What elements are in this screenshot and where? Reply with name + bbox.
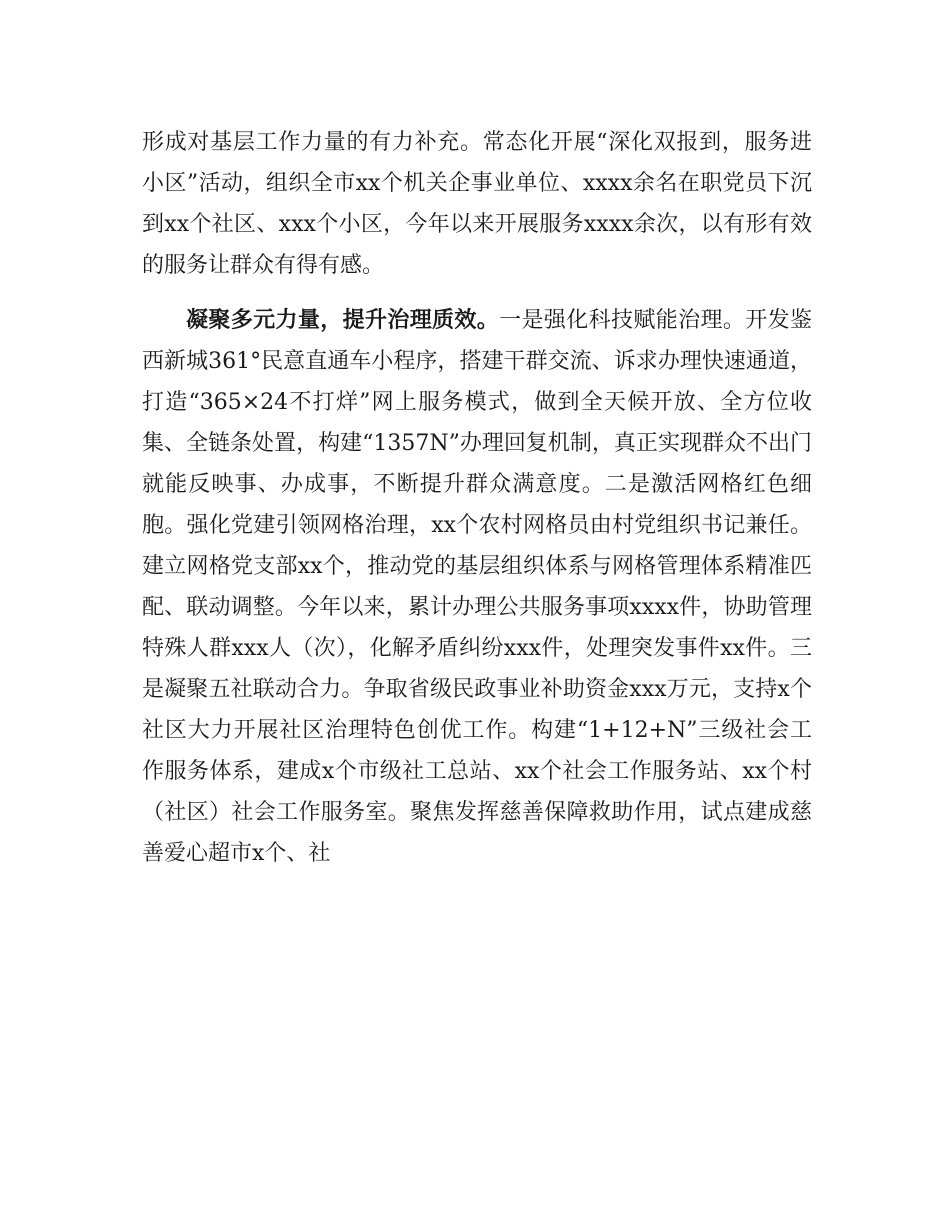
paragraph-governance xyxy=(142,300,812,874)
paragraph-heading: 凝聚多元力量，提升治理质效。 xyxy=(186,308,500,333)
paragraph-body: 一是强化科技赋能治理。开发鉴西新城361°民意直通车小程序，搭建干群交流、诉求办理快速通道，打造“365×24不打烊”网上服务模式，做到全天候开放、全方位收集、全链条处置，构建“1357N”办理回复机制，真正实现群众不出门就能反映事、办成事，不断提升群众满意度。二是激活网格红色细胞。强化党建引领网格治理，xx个农村网格员由村党组织书记兼任。建立网格党支部xx个，推动党的基层组织体系与网格管理体系精准匹配、联动调整。今年以来，累计办理公共服务事项xxxx件，协助管理特殊人群xxx人（次），化解矛盾纠纷xxx件，处理突发事件xx件。三是凝聚五社联动合力。争取省级民政事业补助资金xxx万元，支持x个社区大力开展社区治理特色创优工作。构建“1+12+N”三级社会工作服务体系，建成x个市级社工总站、xx个社会工作服务站、xx个村（社区）社会工作服务室。聚焦发挥慈善保障救助作用，试点建成慈善爱心超市x个、社 xyxy=(142,308,812,866)
document-body xyxy=(142,122,812,874)
paragraph-continuation: 形成对基层工作力量的有力补充。常态化开展“深化双报到，服务进小区”活动，组织全市xx个机关企事业单位、xxxx余名在职党员下沉到xx个社区、xxx个小区，今年以来开展服务xxxx余次，以有形有效的服务让群众有得有感。 xyxy=(142,130,812,278)
